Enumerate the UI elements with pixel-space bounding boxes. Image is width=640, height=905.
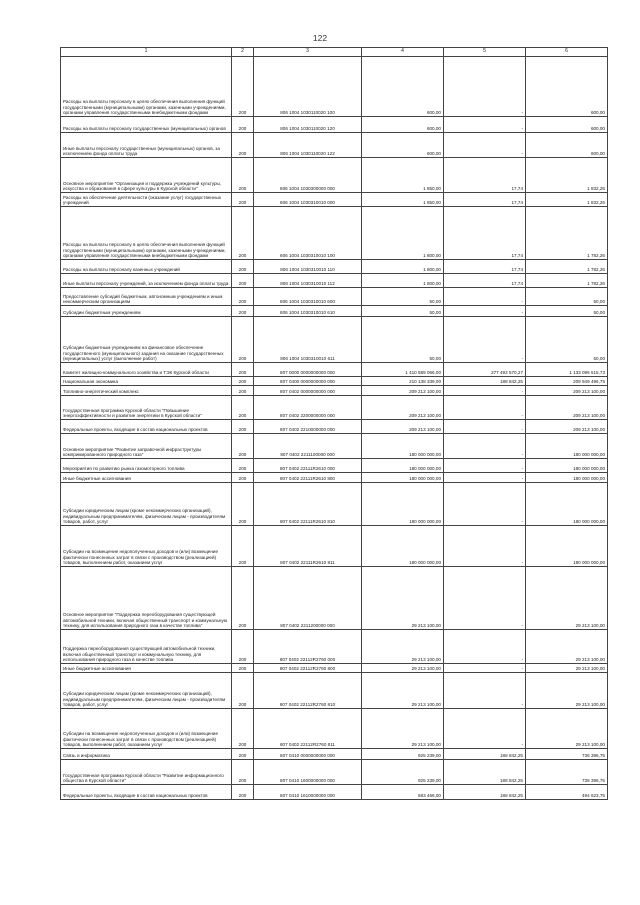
row-code: 200 [232, 386, 254, 396]
row-name: Поддержка переоборудования существующей автомобильной техники, включая общественный транспорт и коммунальную технику, для использования природного газа в качестве топлива [61, 630, 232, 664]
row-code: 200 [232, 709, 254, 749]
row-amount-col4: 180 000 000,00 [362, 434, 444, 459]
row-amount-col6: 180 000 000,00 [526, 526, 608, 567]
row-code: 200 [232, 193, 254, 207]
column-header-2: 2 [232, 48, 254, 57]
row-code: 200 [232, 459, 254, 473]
table-row [61, 664, 608, 673]
row-amount-col4: 210 138 339,00 [362, 377, 444, 386]
row-amount-col5: 17,74 [444, 158, 526, 193]
row-code: 200 [232, 158, 254, 193]
table-row [61, 483, 608, 526]
column-header-4: 4 [362, 48, 444, 57]
table-row [61, 158, 608, 193]
row-code: 200 [232, 673, 254, 709]
row-code: 200 [232, 288, 254, 306]
row-amount-col5: - [444, 396, 526, 420]
row-amount-col5: 17,74 [444, 274, 526, 288]
row-code: 200 [232, 317, 254, 363]
row-kbk: 806 1004 1030310010 611 [254, 317, 362, 363]
row-amount-col5: 17,74 [444, 193, 526, 207]
row-kbk: 807 0402 22111R2610 000 [254, 459, 362, 473]
table-body [61, 57, 608, 800]
table-row [61, 133, 608, 158]
table-row [61, 785, 608, 800]
row-name: Государственная программа Курской области "Повышение энергоэффективности и развитие энергетики в Курской области" [61, 396, 232, 420]
row-amount-col6: 736 396,75 [526, 749, 608, 760]
table-row [61, 207, 608, 260]
row-name: Основное мероприятие "Поддержка переоборудования существующей автомобильной техники, включая общественный транспорт и коммунальную технику, для использования природного газа в качестве топлива" [61, 567, 232, 630]
row-amount-col5: - [444, 526, 526, 567]
row-name: Топливно-энергетический комплекс [61, 386, 232, 396]
table-row [61, 317, 608, 363]
row-kbk: 806 1004 1030110020 120 [254, 117, 362, 133]
row-name: Субсидии юридическим лицам (кроме некоммерческих организаций), индивидуальным предпринимателям, физическим лицам - производителям товаров, работ, услуг [61, 673, 232, 709]
row-code: 200 [232, 630, 254, 664]
row-name: Предоставление субсидий бюджетным, автономным учреждениям и иным некоммерческим организациям [61, 288, 232, 306]
table-row [61, 288, 608, 306]
row-code: 200 [232, 133, 254, 158]
row-amount-col6: 209 213 100,00 [526, 386, 608, 396]
row-amount-col5: - [444, 483, 526, 526]
row-amount-col4: 209 213 100,00 [362, 386, 444, 396]
row-amount-col6: 1 832,26 [526, 193, 608, 207]
row-amount-col4: 180 000 000,00 [362, 473, 444, 483]
row-amount-col5: - [444, 434, 526, 459]
row-amount-col5: - [444, 420, 526, 434]
row-amount-col6: 180 000 000,00 [526, 434, 608, 459]
row-amount-col4: 600,00 [362, 133, 444, 158]
row-code: 200 [232, 420, 254, 434]
row-name: Иные бюджетные ассигнования [61, 664, 232, 673]
row-code: 200 [232, 363, 254, 377]
table-row [61, 459, 608, 473]
row-amount-col6: 29 213 100,00 [526, 709, 608, 749]
page-number: 122 [312, 33, 328, 43]
row-code: 200 [232, 377, 254, 386]
row-amount-col5: 277 492 570,27 [444, 363, 526, 377]
row-code: 200 [232, 749, 254, 760]
row-kbk: 807 0402 22111R2610 811 [254, 526, 362, 567]
row-amount-col5: - [444, 630, 526, 664]
row-code: 200 [232, 526, 254, 567]
row-kbk: 807 0402 22112R2760 000 [254, 630, 362, 664]
row-code: 200 [232, 567, 254, 630]
row-amount-col4: 1 800,00 [362, 274, 444, 288]
row-code: 200 [232, 483, 254, 526]
row-amount-col6: 1 782,26 [526, 260, 608, 274]
table-row [61, 760, 608, 785]
row-kbk: 806 1004 1030310010 000 [254, 193, 362, 207]
table-row [61, 306, 608, 317]
row-amount-col6: 180 000 000,00 [526, 459, 608, 473]
row-kbk: 807 0402 22112R2760 800 [254, 664, 362, 673]
row-amount-col5: - [444, 317, 526, 363]
row-name: Комитет жилищно-коммунального хозяйства и ТЭК Курской области [61, 363, 232, 377]
row-code: 200 [232, 117, 254, 133]
row-kbk: 807 0402 0000000000 000 [254, 386, 362, 396]
row-name: Иные выплаты персоналу учреждений, за исключением фонда оплаты труда [61, 274, 232, 288]
row-name: Расходы на обеспечение деятельности (оказание услуг) государственных учреждений [61, 193, 232, 207]
row-name: Расходы на выплаты персоналу казенных учреждений [61, 260, 232, 274]
row-kbk: 806 1004 1030110020 100 [254, 57, 362, 117]
row-amount-col6: 180 000 000,00 [526, 473, 608, 483]
table-row [61, 420, 608, 434]
row-code: 200 [232, 785, 254, 800]
row-amount-col5: 188 842,25 [444, 749, 526, 760]
row-name: Связь и информатика [61, 749, 232, 760]
row-kbk: 807 0410 1610000000 000 [254, 785, 362, 800]
row-name: Иные выплаты персоналу государственных (муниципальных) органов, за исключением фонда оплаты труда [61, 133, 232, 158]
row-code: 200 [232, 207, 254, 260]
row-kbk: 807 0402 22112R2760 810 [254, 673, 362, 709]
row-kbk: 806 1004 1030300000 000 [254, 158, 362, 193]
row-amount-col6: 209 213 100,00 [526, 420, 608, 434]
row-code: 200 [232, 274, 254, 288]
table-row [61, 57, 608, 117]
row-kbk: 807 0402 2211200000 000 [254, 567, 362, 630]
row-amount-col4: 1 410 589 066,00 [362, 363, 444, 377]
row-kbk: 807 0400 0000000000 000 [254, 377, 362, 386]
row-amount-col6: 29 213 100,00 [526, 673, 608, 709]
row-amount-col4: 50,00 [362, 306, 444, 317]
row-name: Основное мероприятие "Развитие заправочной инфраструктуры компримированного природного газа" [61, 434, 232, 459]
row-kbk: 807 0402 2211100000 000 [254, 434, 362, 459]
row-amount-col6: 209 949 496,75 [526, 377, 608, 386]
row-name: Федеральные проекты, входящие в состав национальных проектов [61, 420, 232, 434]
row-amount-col4: 209 213 100,00 [362, 396, 444, 420]
row-code: 200 [232, 306, 254, 317]
row-code: 200 [232, 760, 254, 785]
row-amount-col5: - [444, 459, 526, 473]
row-name: Иные бюджетные ассигнования [61, 473, 232, 483]
row-name: Субсидии на возмещение недополученных доходов и (или) возмещение фактически понесенных затрат в связи с производством (реализацией) товаров, выполнением работ, оказанием услуг [61, 526, 232, 567]
row-amount-col6: 50,00 [526, 317, 608, 363]
row-code: 200 [232, 57, 254, 117]
row-name: Федеральные проекты, входящие в состав национальных проектов [61, 785, 232, 800]
row-code: 200 [232, 473, 254, 483]
row-kbk: 807 0000 0000000000 000 [254, 363, 362, 377]
row-amount-col5: 17,74 [444, 207, 526, 260]
row-amount-col4: 180 000 000,00 [362, 483, 444, 526]
row-amount-col5: - [444, 664, 526, 673]
table-row [61, 526, 608, 567]
row-kbk: 807 0410 0000000000 000 [254, 749, 362, 760]
row-name: Субсидии юридическим лицам (кроме некоммерческих организаций), индивидуальным предпринимателям, физическим лицам - производителям товаров, работ, услуг [61, 483, 232, 526]
table-row [61, 363, 608, 377]
row-amount-col6: 600,00 [526, 57, 608, 117]
row-amount-col6: 494 623,75 [526, 785, 608, 800]
row-amount-col6: 1 782,26 [526, 274, 608, 288]
table-row [61, 709, 608, 749]
row-amount-col4: 925 239,00 [362, 749, 444, 760]
row-amount-col4: 29 213 100,00 [362, 664, 444, 673]
column-header-3: 3 [254, 48, 362, 57]
row-amount-col4: 29 213 100,00 [362, 630, 444, 664]
row-amount-col4: 180 000 000,00 [362, 526, 444, 567]
row-amount-col4: 600,00 [362, 57, 444, 117]
row-amount-col5: - [444, 306, 526, 317]
row-amount-col6: 50,00 [526, 288, 608, 306]
row-code: 200 [232, 396, 254, 420]
row-amount-col5: - [444, 117, 526, 133]
row-kbk: 806 1004 1030310010 110 [254, 260, 362, 274]
row-amount-col4: 29 213 100,00 [362, 567, 444, 630]
row-amount-col6: 50,00 [526, 306, 608, 317]
table-row [61, 193, 608, 207]
row-name: Субсидии бюджетным учреждениям [61, 306, 232, 317]
row-amount-col4: 1 800,00 [362, 207, 444, 260]
row-kbk: 806 1004 1030310010 600 [254, 288, 362, 306]
row-code: 200 [232, 664, 254, 673]
row-amount-col4: 209 213 100,00 [362, 420, 444, 434]
row-amount-col6: 29 213 100,00 [526, 664, 608, 673]
row-amount-col6: 736 396,75 [526, 760, 608, 785]
row-amount-col4: 29 213 100,00 [362, 709, 444, 749]
column-header-5: 5 [444, 48, 526, 57]
budget-table [60, 47, 608, 800]
row-amount-col4: 180 000 000,00 [362, 459, 444, 473]
table-row [61, 630, 608, 664]
row-amount-col6: 180 000 000,00 [526, 483, 608, 526]
row-amount-col4: 1 800,00 [362, 260, 444, 274]
row-amount-col5: 188 842,25 [444, 760, 526, 785]
table-row [61, 396, 608, 420]
column-number-row [61, 48, 608, 57]
row-amount-col5: - [444, 567, 526, 630]
row-amount-col5: 17,74 [444, 260, 526, 274]
row-kbk: 807 0402 22111R2610 800 [254, 473, 362, 483]
column-header-1: 1 [61, 48, 232, 57]
row-amount-col5: - [444, 709, 526, 749]
table-row [61, 117, 608, 133]
table-row [61, 673, 608, 709]
row-code: 200 [232, 434, 254, 459]
row-amount-col4: 29 213 100,00 [362, 673, 444, 709]
row-name: Расходы на выплаты персоналу государственных (муниципальных) органов [61, 117, 232, 133]
row-kbk: 806 1004 1030310010 112 [254, 274, 362, 288]
row-name: Мероприятия по развитию рынка газомоторного топлива [61, 459, 232, 473]
row-amount-col6: 600,00 [526, 117, 608, 133]
row-amount-col5: - [444, 473, 526, 483]
table-row [61, 434, 608, 459]
table-row [61, 473, 608, 483]
row-amount-col4: 600,00 [362, 117, 444, 133]
row-kbk: 807 0402 22111R2610 810 [254, 483, 362, 526]
row-kbk: 807 0402 22112R2760 811 [254, 709, 362, 749]
table-row [61, 567, 608, 630]
table-row [61, 386, 608, 396]
row-name: Расходы на выплаты персоналу в целях обеспечения выполнения функций государственными (муниципальными) органами, казенными учреждениями, органами управления государственными внебюджетными фондами [61, 207, 232, 260]
row-amount-col4: 50,00 [362, 317, 444, 363]
row-kbk: 807 0410 1600000000 000 [254, 760, 362, 785]
row-amount-col4: 1 850,00 [362, 158, 444, 193]
table-row [61, 260, 608, 274]
table-row [61, 749, 608, 760]
row-amount-col5: 188 842,25 [444, 377, 526, 386]
row-code: 200 [232, 260, 254, 274]
row-kbk: 806 1004 1030110020 122 [254, 133, 362, 158]
row-amount-col6: 29 213 100,00 [526, 630, 608, 664]
row-amount-col6: 1 782,26 [526, 207, 608, 260]
column-header-6: 6 [526, 48, 608, 57]
row-name: Расходы на выплаты персоналу в целях обеспечения выполнения функций государственными (муниципальными) органами, казенными учреждениями, органами управления государственными внебюджетными фондами [61, 57, 232, 117]
row-amount-col4: 925 239,00 [362, 760, 444, 785]
row-amount-col6: 209 213 100,00 [526, 396, 608, 420]
row-amount-col4: 683 466,00 [362, 785, 444, 800]
row-name: Национальная экономика [61, 377, 232, 386]
row-amount-col5: - [444, 673, 526, 709]
row-name: Государственная программа Курской области "Развитие информационного общества в Курской области" [61, 760, 232, 785]
row-name: Субсидии на возмещение недополученных доходов и (или) возмещение фактически понесенных затрат в связи с производством (реализацией) товаров, выполнением работ, оказанием услуг [61, 709, 232, 749]
table-row [61, 274, 608, 288]
row-amount-col5: - [444, 386, 526, 396]
row-amount-col5: - [444, 57, 526, 117]
row-kbk: 806 1004 1030310010 610 [254, 306, 362, 317]
row-amount-col6: 29 213 100,00 [526, 567, 608, 630]
row-kbk: 807 0402 2210000000 000 [254, 420, 362, 434]
row-name: Основное мероприятие "Организация и поддержка учреждений культуры, искусства и образования в сфере культуры в Курской области" [61, 158, 232, 193]
row-amount-col5: 188 842,25 [444, 785, 526, 800]
row-name: Субсидии бюджетным учреждениям на финансовое обеспечение государственного (муниципального) задания на оказание государственных (муниципальных) услуг (выполнение работ) [61, 317, 232, 363]
row-amount-col6: 1 832,26 [526, 158, 608, 193]
row-kbk: 807 0402 2200000000 000 [254, 396, 362, 420]
row-amount-col5: - [444, 288, 526, 306]
row-amount-col5: - [444, 133, 526, 158]
row-amount-col6: 600,00 [526, 133, 608, 158]
table-row [61, 377, 608, 386]
row-kbk: 806 1004 1030310010 100 [254, 207, 362, 260]
row-amount-col6: 1 133 096 515,73 [526, 363, 608, 377]
row-amount-col4: 1 850,00 [362, 193, 444, 207]
row-amount-col4: 50,00 [362, 288, 444, 306]
